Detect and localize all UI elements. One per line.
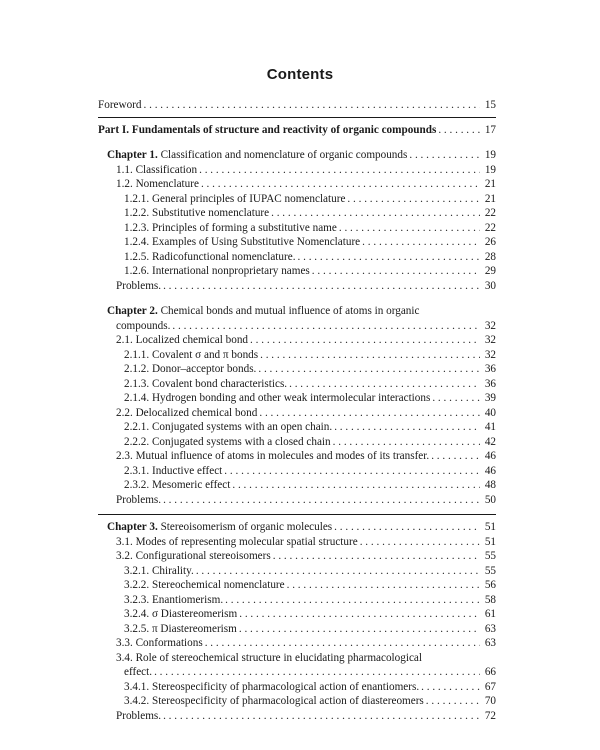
toc-entry[interactable]: 2.2.1. Conjugated systems with an open chain. . . . 41	[98, 420, 496, 435]
toc-entry-label: Stereoisomerism of organic molecules	[160, 521, 333, 533]
toc-entry[interactable]: 2.2. Delocalized chemical bond . . . 40	[98, 406, 496, 421]
toc-entry[interactable]: 3.1. Modes of representing molecular spatial structure . . . 51	[98, 535, 496, 550]
toc-entry[interactable]: 2.1.2. Donor–acceptor bonds. . . . 36	[98, 362, 496, 377]
toc-entry-chapter-1[interactable]	[98, 148, 496, 163]
toc-entry[interactable]: 1.2.4. Examples of Using Substitutive Nomenclature . . . 26	[98, 235, 496, 250]
toc-page-number: 32	[484, 319, 496, 332]
toc-entry-label: Chemical bonds and mutual influence of atoms in organic	[160, 305, 420, 317]
toc-entry[interactable]: 3.2.3. Enantiomerism. . . . 58	[98, 593, 496, 608]
toc-entry[interactable]: 3.4.1. Stereospecificity of pharmacological action of enantiomers. . . . 67	[98, 680, 496, 695]
section-divider	[98, 117, 496, 118]
toc-entry-part-1[interactable]	[98, 123, 496, 138]
toc-entry[interactable]: 1.2.3. Principles of forming a substitutive name . . . 22	[98, 221, 496, 236]
toc-page-number: 19	[484, 149, 496, 161]
toc-entry-chapter-2[interactable]	[98, 304, 496, 319]
toc-entry[interactable]: 2.1. Localized chemical bond . . . 32	[98, 333, 496, 348]
toc-entry[interactable]: 2.2.2. Conjugated systems with a closed chain . . . 42	[98, 435, 496, 450]
toc-entry-chapter-2-cont[interactable]: compounds. . . . 32	[98, 319, 496, 334]
toc-entry[interactable]: 1.2.2. Substitutive nomenclature . . . 22	[98, 206, 496, 221]
toc-page-number: 15	[484, 99, 496, 111]
toc-entry[interactable]: 3.4. Role of stereochemical structure in elucidating pharmacological	[116, 651, 422, 664]
toc-entry[interactable]: 2.3.1. Inductive effect . . . 46	[98, 464, 496, 479]
chapter-number: Chapter 1.	[107, 149, 158, 161]
dot-leader	[144, 98, 481, 113]
toc-entry[interactable]: 1.2.1. General principles of IUPAC nomenclature . . . 21	[98, 192, 496, 207]
toc-entry[interactable]: 3.2.2. Stereochemical nomenclature . . . 56	[98, 578, 496, 593]
toc-entry-label: Part I. Fundamentals of structure and reactivity of organic compounds	[98, 123, 437, 136]
table-of-contents	[98, 98, 496, 723]
toc-entry[interactable]: 3.2.1. Chirality. . . . 55	[98, 564, 496, 579]
toc-entry-problems[interactable]: Problems. . . . 50	[98, 493, 496, 508]
page-title: Contents	[266, 66, 334, 83]
toc-entry[interactable]: 3.3. Conformations . . . 63	[98, 636, 496, 651]
toc-entry[interactable]: 3.4.2. Stereospecificity of pharmacological action of diastereomers . . . 70	[98, 694, 496, 709]
dot-leader	[409, 148, 480, 163]
toc-entry[interactable]: 1.2.6. International nonproprietary names . . . 29	[98, 264, 496, 279]
toc-entry-label: Classification and nomenclature of organic compounds	[160, 149, 408, 161]
toc-entry[interactable]: 2.1.1. Covalent σ and π bonds . . . 32	[98, 348, 496, 363]
toc-entry-cont[interactable]: effect. . . . 66	[98, 665, 496, 680]
toc-entry[interactable]: 2.3. Mutual influence of atoms in molecules and modes of its transfer. . . . 46	[98, 449, 496, 464]
section-divider	[98, 514, 496, 515]
toc-entry-problems[interactable]: Problems. . . . 30	[98, 279, 496, 294]
chapter-number: Chapter 3.	[107, 521, 158, 533]
toc-entry[interactable]: 3.2. Configurational stereoisomers . . . 55	[98, 549, 496, 564]
toc-entry-problems[interactable]: Problems. . . . 72	[98, 709, 496, 724]
toc-entry[interactable]: 1.2. Nomenclature . . . 21	[98, 177, 496, 192]
toc-entry[interactable]: 2.3.2. Mesomeric effect . . . 48	[98, 478, 496, 493]
toc-entry[interactable]: 3.2.4. σ Diastereomerism . . . 61	[98, 607, 496, 622]
toc-entry-foreword[interactable]	[98, 98, 496, 113]
toc-entry[interactable]: 3.2.5. π Diastereomerism . . . 63	[98, 622, 496, 637]
toc-entry-label: Foreword	[98, 99, 142, 111]
toc-entry[interactable]: 2.1.3. Covalent bond characteristics. . . . 36	[98, 377, 496, 392]
toc-entry[interactable]: 1.1. Classification . . . 19	[98, 163, 496, 178]
toc-entry[interactable]: 1.2.5. Radicofunctional nomenclature. . . . 28	[98, 250, 496, 265]
dot-leader	[438, 123, 480, 138]
toc-entry[interactable]: 2.1.4. Hydrogen bonding and other weak intermolecular interactions . . . 39	[98, 391, 496, 406]
toc-page-number: 17	[484, 123, 496, 136]
chapter-number: Chapter 2.	[107, 305, 158, 317]
toc-page-number: 51	[484, 521, 496, 533]
dot-leader	[334, 520, 480, 535]
toc-entry-chapter-3[interactable]	[98, 520, 496, 535]
